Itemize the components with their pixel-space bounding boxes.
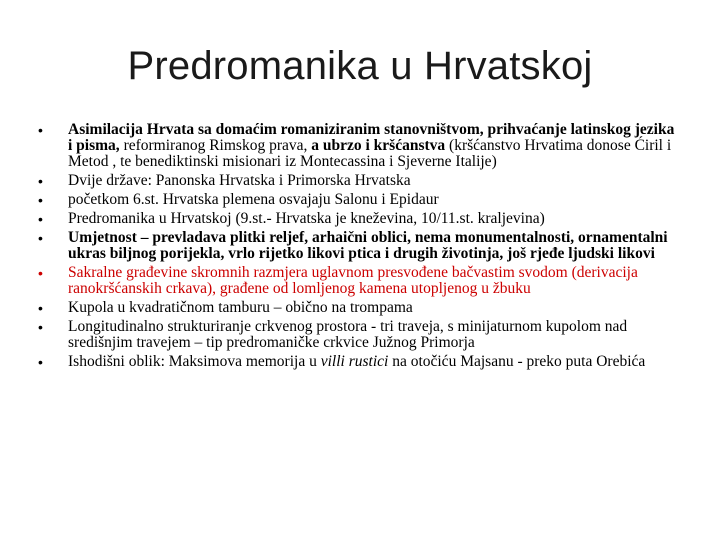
bullet-text-8: Longitudinalno strukturiranje crkvenog prostora - tri traveja, s minijaturnom kupolom nad središnjim travejem – tip predromaničke crkvice Južnog Primorja [68, 318, 628, 351]
bullet-text-6: Sakralne građevine skromnih razmjera uglavnom presvođene bačvastim svodom (derivacija ranokršćanskih crkava), građene od lomljenog kamena utopljenog u žbuku [68, 264, 638, 297]
bullet-text-9b: villi rustici [320, 353, 389, 370]
bullet-text-1d: (kršćanstvo Hrvatima donose Ćiril i Metod , te benediktinski misionari iz Montecassina i Sjeverne Italije) [68, 137, 672, 170]
bullet-icon: • [38, 265, 43, 281]
bullet-text-7: Kupola u kvadratičnom tamburu – obično na trompama [68, 299, 413, 316]
bullet-item-3 [38, 192, 678, 208]
bullet-text-2: Dvije države: Panonska Hrvatska i Primorska Hrvatska [68, 172, 411, 189]
bullet-item-7 [38, 300, 678, 316]
bullet-icon: • [38, 192, 43, 208]
bullet-item-9 [38, 354, 678, 370]
bullet-icon: • [38, 230, 43, 246]
bullet-text-1b: reformiranog Rimskog prava, [119, 137, 308, 154]
bullet-text-9c: na otočiću Majsanu - preko puta Orebića [388, 353, 646, 370]
bullet-text-1a: Asimilacija Hrvata sa domaćim romaniziranim stanovništvom, prihvaćanje latinskog jezika i pisma, [68, 121, 675, 154]
bullet-item-2 [38, 173, 678, 189]
bullet-item-4 [38, 211, 678, 227]
bullet-icon: • [38, 319, 43, 335]
bullet-icon: • [38, 122, 43, 138]
bullet-icon: • [38, 211, 43, 227]
bullet-text-1c: a ubrzo i kršćanstva [307, 137, 446, 154]
bullet-item-8 [38, 319, 678, 351]
bullet-text-4: Predromanika u Hrvatskoj (9.st.- Hrvatska je kneževina, 10/11.st. kraljevina) [68, 210, 545, 227]
bullet-icon: • [38, 173, 43, 189]
bullet-text-3: početkom 6.st. Hrvatska plemena osvajaju Salonu i Epidaur [68, 191, 439, 208]
slide-title: Predromanika u Hrvatskoj [127, 44, 593, 88]
bullet-text-5: Umjetnost – prevladava plitki reljef, arhaični oblici, nema monumentalnosti, ornamentalni ukras biljnog porijekla, vrlo rijetko likovi ptica i drugih životinja, još rjeđe ljudski likovi [68, 229, 668, 262]
bullet-text-9a: Ishodišni oblik: Maksimova memorija u [68, 353, 321, 370]
bullet-list [38, 122, 678, 373]
bullet-item-6 [38, 265, 678, 297]
bullet-icon: • [38, 354, 43, 370]
bullet-icon: • [38, 300, 43, 316]
bullet-item-1 [38, 122, 678, 170]
bullet-item-5 [38, 230, 678, 262]
